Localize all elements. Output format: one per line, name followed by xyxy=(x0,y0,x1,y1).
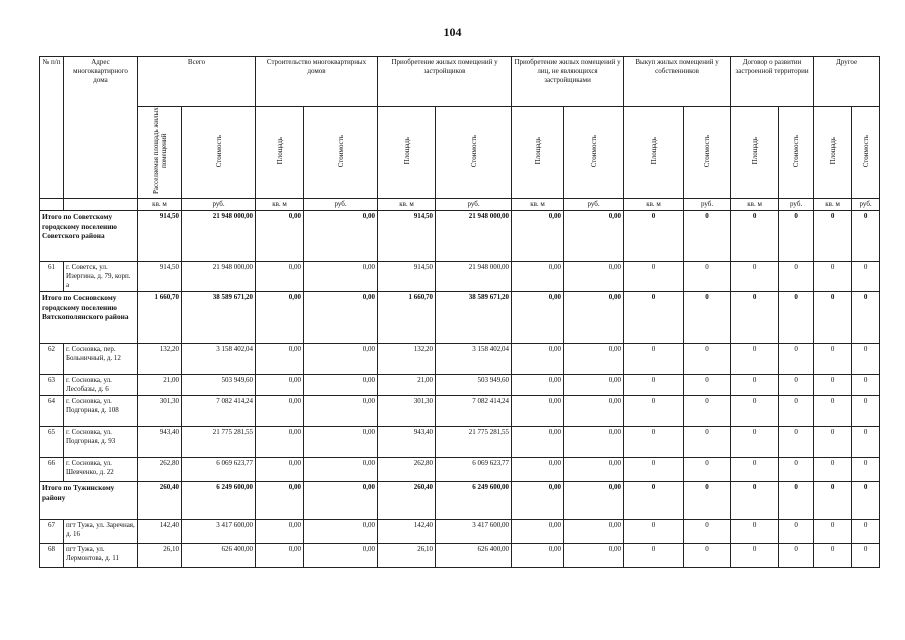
value-cell: 0,00 xyxy=(256,427,304,458)
header-row xyxy=(40,57,880,107)
unit-cell: кв. м xyxy=(378,199,436,211)
subheader-cell xyxy=(182,107,256,199)
value-cell: 0,00 xyxy=(304,458,378,482)
value-cell: 38 589 671,20 xyxy=(182,292,256,344)
value-cell: 142,40 xyxy=(378,520,436,544)
value-cell: 0,00 xyxy=(564,482,624,520)
unit-cell: руб. xyxy=(852,199,880,211)
value-cell: 0 xyxy=(814,292,852,344)
value-cell: 0 xyxy=(731,344,779,375)
value-cell: 0 xyxy=(624,482,684,520)
value-cell: 0,00 xyxy=(512,482,564,520)
value-cell: 0 xyxy=(624,544,684,568)
value-cell: 0 xyxy=(624,396,684,427)
row-address: г. Советск, ул. Изергина, д. 79, корп. а xyxy=(64,262,138,292)
row-address: г. Сосновка, ул. Шевченко, д. 22 xyxy=(64,458,138,482)
col-construction-header: Строительство многоквартирных домов xyxy=(256,57,378,107)
unit-cell: руб. xyxy=(304,199,378,211)
subheader-label: Стоимость xyxy=(861,134,870,168)
value-cell: 0,00 xyxy=(256,520,304,544)
col-address-header: Адрес многоквартирного дома xyxy=(64,57,138,199)
subheader-label: Стоимость xyxy=(336,134,345,168)
unit-cell: кв. м xyxy=(256,199,304,211)
subheader-label: Площадь xyxy=(533,137,542,165)
col-other-header: Другое xyxy=(814,57,880,107)
value-cell: 0,00 xyxy=(564,544,624,568)
value-cell: 0 xyxy=(779,292,814,344)
subheader-row xyxy=(40,107,880,199)
subheader-label: Расселяемая площадь жилых помещений xyxy=(151,107,168,195)
subheader-label: Стоимость xyxy=(589,134,598,168)
value-cell: 0,00 xyxy=(304,544,378,568)
value-cell: 0,00 xyxy=(256,482,304,520)
value-cell: 3 158 402,04 xyxy=(182,344,256,375)
value-cell: 0 xyxy=(779,482,814,520)
col-purchase-dev-header: Приобретение жилых помещений у застройщиков xyxy=(378,57,512,107)
subheader-cell xyxy=(138,107,182,199)
value-cell: 0 xyxy=(852,292,880,344)
value-cell: 0 xyxy=(731,375,779,396)
value-cell: 3 417 600,00 xyxy=(182,520,256,544)
subheader-label: Площадь xyxy=(275,137,284,165)
subheader-cell xyxy=(436,107,512,199)
table-row xyxy=(40,544,880,568)
value-cell: 0 xyxy=(684,520,731,544)
value-cell: 132,20 xyxy=(138,344,182,375)
resettlement-table xyxy=(39,56,880,568)
value-cell: 301,30 xyxy=(378,396,436,427)
value-cell: 260,40 xyxy=(138,482,182,520)
row-number: 63 xyxy=(40,375,64,396)
value-cell: 0 xyxy=(814,262,852,292)
value-cell: 0 xyxy=(684,211,731,262)
value-cell: 914,50 xyxy=(138,262,182,292)
value-cell: 21,00 xyxy=(138,375,182,396)
unit-cell: руб. xyxy=(684,199,731,211)
value-cell: 0 xyxy=(779,211,814,262)
value-cell: 0 xyxy=(852,344,880,375)
value-cell: 21 948 000,00 xyxy=(182,262,256,292)
unit-cell: кв. м xyxy=(624,199,684,211)
value-cell: 0 xyxy=(779,427,814,458)
value-cell: 0,00 xyxy=(304,292,378,344)
value-cell: 0,00 xyxy=(256,396,304,427)
subheader-label: Стоимость xyxy=(792,134,801,168)
subheader-cell xyxy=(814,107,852,199)
value-cell: 0 xyxy=(731,482,779,520)
value-cell: 0 xyxy=(684,292,731,344)
value-cell: 0,00 xyxy=(564,520,624,544)
value-cell: 0 xyxy=(814,211,852,262)
value-cell: 0,00 xyxy=(256,458,304,482)
value-cell: 914,50 xyxy=(378,211,436,262)
value-cell: 0 xyxy=(731,458,779,482)
value-cell: 0,00 xyxy=(564,262,624,292)
value-cell: 1 660,70 xyxy=(378,292,436,344)
row-address: г. Сосновка, ул. Подгорная, д. 108 xyxy=(64,396,138,427)
subheader-cell xyxy=(378,107,436,199)
value-cell: 503 949,60 xyxy=(436,375,512,396)
value-cell: 0,00 xyxy=(304,482,378,520)
value-cell: 0,00 xyxy=(304,427,378,458)
value-cell: 6 069 623,77 xyxy=(182,458,256,482)
table-row xyxy=(40,458,880,482)
subheader-label: Стоимость xyxy=(703,134,712,168)
value-cell: 6 069 623,77 xyxy=(436,458,512,482)
value-cell: 0 xyxy=(814,344,852,375)
value-cell: 0 xyxy=(624,458,684,482)
row-number: 68 xyxy=(40,544,64,568)
value-cell: 0 xyxy=(624,520,684,544)
subheader-cell xyxy=(684,107,731,199)
value-cell: 914,50 xyxy=(138,211,182,262)
value-cell: 0,00 xyxy=(304,262,378,292)
value-cell: 0 xyxy=(814,458,852,482)
value-cell: 21 948 000,00 xyxy=(436,262,512,292)
value-cell: 0,00 xyxy=(512,520,564,544)
value-cell: 21,00 xyxy=(378,375,436,396)
subheader-cell xyxy=(731,107,779,199)
value-cell: 0 xyxy=(731,292,779,344)
value-cell: 0,00 xyxy=(256,292,304,344)
table-row xyxy=(40,427,880,458)
page-number: 104 xyxy=(443,25,462,39)
value-cell: 0 xyxy=(684,396,731,427)
row-number: 66 xyxy=(40,458,64,482)
row-number: 67 xyxy=(40,520,64,544)
value-cell: 6 249 600,00 xyxy=(436,482,512,520)
value-cell: 0 xyxy=(852,427,880,458)
subtotal-label: Итого по Советскому городскому поселению Советского района xyxy=(40,211,138,262)
value-cell: 503 949,60 xyxy=(182,375,256,396)
value-cell: 0,00 xyxy=(564,211,624,262)
value-cell: 0 xyxy=(684,482,731,520)
value-cell: 0 xyxy=(814,520,852,544)
value-cell: 0,00 xyxy=(512,262,564,292)
value-cell: 0 xyxy=(684,427,731,458)
subheader-label: Площадь xyxy=(649,137,658,165)
units-row xyxy=(40,199,880,211)
value-cell: 0 xyxy=(624,211,684,262)
value-cell: 0 xyxy=(731,520,779,544)
value-cell: 0 xyxy=(731,427,779,458)
value-cell: 943,40 xyxy=(378,427,436,458)
subheader-cell xyxy=(512,107,564,199)
value-cell: 0,00 xyxy=(512,544,564,568)
value-cell: 0,00 xyxy=(304,520,378,544)
value-cell: 0,00 xyxy=(564,344,624,375)
unit-cell: руб. xyxy=(564,199,624,211)
value-cell: 0 xyxy=(779,544,814,568)
subtotal-label: Итого по Тужинскому району xyxy=(40,482,138,520)
value-cell: 0,00 xyxy=(512,292,564,344)
subheader-label: Площадь xyxy=(750,137,759,165)
value-cell: 626 400,00 xyxy=(436,544,512,568)
unit-cell: кв. м xyxy=(731,199,779,211)
value-cell: 0 xyxy=(814,544,852,568)
value-cell: 0,00 xyxy=(304,211,378,262)
unit-cell: руб. xyxy=(436,199,512,211)
table-row xyxy=(40,375,880,396)
value-cell: 0 xyxy=(814,375,852,396)
value-cell: 301,30 xyxy=(138,396,182,427)
unit-cell: кв. м xyxy=(138,199,182,211)
value-cell: 0,00 xyxy=(512,344,564,375)
subheader-cell xyxy=(624,107,684,199)
value-cell: 3 158 402,04 xyxy=(436,344,512,375)
value-cell: 7 082 414,24 xyxy=(436,396,512,427)
value-cell: 0,00 xyxy=(256,375,304,396)
unit-cell: кв. м xyxy=(814,199,852,211)
row-address: пгт Тужа, ул. Лермонтова, д. 11 xyxy=(64,544,138,568)
row-address: г. Сосновка, пер. Больничный, д. 12 xyxy=(64,344,138,375)
value-cell: 26,10 xyxy=(378,544,436,568)
value-cell: 0 xyxy=(684,544,731,568)
row-number: 65 xyxy=(40,427,64,458)
value-cell: 0,00 xyxy=(304,344,378,375)
subheader-cell xyxy=(564,107,624,199)
col-buyout-header: Выкуп жилых помещений у собственников xyxy=(624,57,731,107)
value-cell: 0,00 xyxy=(256,262,304,292)
value-cell: 38 589 671,20 xyxy=(436,292,512,344)
value-cell: 0,00 xyxy=(564,292,624,344)
col-total-header: Всего xyxy=(138,57,256,107)
value-cell: 0 xyxy=(852,544,880,568)
value-cell: 21 775 281,55 xyxy=(182,427,256,458)
value-cell: 0,00 xyxy=(512,396,564,427)
value-cell: 0 xyxy=(624,292,684,344)
value-cell: 0,00 xyxy=(304,396,378,427)
table-row xyxy=(40,396,880,427)
col-no-header: № п/п xyxy=(40,57,64,199)
value-cell: 262,80 xyxy=(378,458,436,482)
subtotal-label: Итого по Сосновскому городскому поселению Вятскополянского района xyxy=(40,292,138,344)
value-cell: 3 417 600,00 xyxy=(436,520,512,544)
value-cell: 943,40 xyxy=(138,427,182,458)
value-cell: 142,40 xyxy=(138,520,182,544)
subheader-cell xyxy=(779,107,814,199)
row-number: 64 xyxy=(40,396,64,427)
value-cell: 132,20 xyxy=(378,344,436,375)
value-cell: 0,00 xyxy=(304,375,378,396)
table-row xyxy=(40,520,880,544)
col-agreement-header: Договор о развитии застроенной территории xyxy=(731,57,814,107)
value-cell: 0,00 xyxy=(512,458,564,482)
value-cell: 0 xyxy=(624,262,684,292)
value-cell: 1 660,70 xyxy=(138,292,182,344)
table-row xyxy=(40,262,880,292)
value-cell: 0,00 xyxy=(256,544,304,568)
value-cell: 0,00 xyxy=(564,396,624,427)
value-cell: 260,40 xyxy=(378,482,436,520)
subheader-cell xyxy=(852,107,880,199)
subheader-label: Площадь xyxy=(402,137,411,165)
value-cell: 0 xyxy=(852,458,880,482)
value-cell: 626 400,00 xyxy=(182,544,256,568)
row-number: 62 xyxy=(40,344,64,375)
value-cell: 262,80 xyxy=(138,458,182,482)
subheader-cell xyxy=(304,107,378,199)
value-cell: 0,00 xyxy=(564,427,624,458)
value-cell: 0,00 xyxy=(512,211,564,262)
value-cell: 0 xyxy=(814,482,852,520)
col-purchase-nondev-header: Приобретение жилых помещений у лиц, не являющихся застройщиками xyxy=(512,57,624,107)
value-cell: 0 xyxy=(624,427,684,458)
unit-cell: руб. xyxy=(182,199,256,211)
value-cell: 0 xyxy=(852,520,880,544)
subheader-label: Площадь xyxy=(828,137,837,165)
row-address: г. Сосновка, ул. Лесобазы, д. 6 xyxy=(64,375,138,396)
value-cell: 0,00 xyxy=(512,375,564,396)
value-cell: 0 xyxy=(684,458,731,482)
value-cell: 0 xyxy=(852,482,880,520)
value-cell: 0 xyxy=(814,396,852,427)
value-cell: 0 xyxy=(779,520,814,544)
table-row xyxy=(40,344,880,375)
value-cell: 6 249 600,00 xyxy=(182,482,256,520)
value-cell: 0 xyxy=(684,344,731,375)
value-cell: 914,50 xyxy=(378,262,436,292)
value-cell: 21 775 281,55 xyxy=(436,427,512,458)
table-body xyxy=(40,211,880,568)
subheader-cell xyxy=(256,107,304,199)
value-cell: 0 xyxy=(852,396,880,427)
value-cell: 0,00 xyxy=(512,427,564,458)
subheader-label: Стоимость xyxy=(214,134,223,168)
value-cell: 0 xyxy=(852,262,880,292)
value-cell: 0,00 xyxy=(256,211,304,262)
value-cell: 0,00 xyxy=(564,458,624,482)
value-cell: 0 xyxy=(779,262,814,292)
unit-cell: кв. м xyxy=(512,199,564,211)
value-cell: 21 948 000,00 xyxy=(182,211,256,262)
value-cell: 7 082 414,24 xyxy=(182,396,256,427)
value-cell: 0 xyxy=(731,211,779,262)
value-cell: 21 948 000,00 xyxy=(436,211,512,262)
row-address: г. Сосновка, ул. Подгорная, д. 93 xyxy=(64,427,138,458)
value-cell: 0 xyxy=(852,211,880,262)
unit-cell: руб. xyxy=(779,199,814,211)
subtotal-row xyxy=(40,211,880,262)
value-cell: 26,10 xyxy=(138,544,182,568)
value-cell: 0 xyxy=(731,396,779,427)
value-cell: 0 xyxy=(779,375,814,396)
row-address: пгт Тужа, ул. Заречная, д. 16 xyxy=(64,520,138,544)
subtotal-row xyxy=(40,292,880,344)
value-cell: 0,00 xyxy=(256,344,304,375)
subheader-label: Стоимость xyxy=(469,134,478,168)
row-number: 61 xyxy=(40,262,64,292)
value-cell: 0 xyxy=(779,458,814,482)
value-cell: 0 xyxy=(779,344,814,375)
value-cell: 0 xyxy=(814,427,852,458)
value-cell: 0 xyxy=(684,262,731,292)
value-cell: 0 xyxy=(731,544,779,568)
value-cell: 0 xyxy=(731,262,779,292)
value-cell: 0 xyxy=(779,396,814,427)
value-cell: 0 xyxy=(852,375,880,396)
subtotal-row xyxy=(40,482,880,520)
value-cell: 0,00 xyxy=(564,375,624,396)
value-cell: 0 xyxy=(624,344,684,375)
value-cell: 0 xyxy=(684,375,731,396)
value-cell: 0 xyxy=(624,375,684,396)
